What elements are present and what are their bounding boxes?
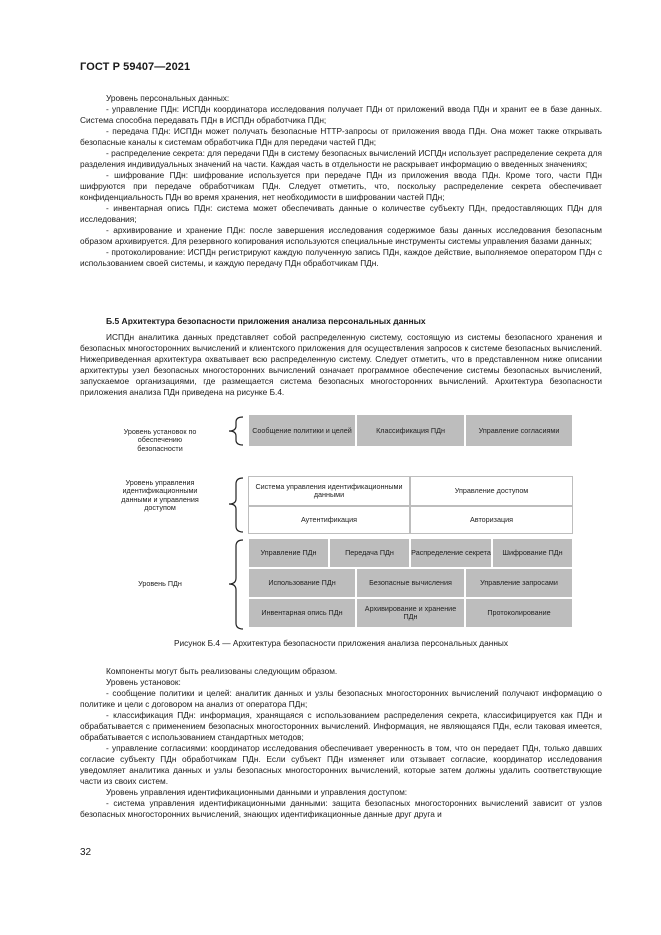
component-logging: Протоколирование <box>465 598 573 628</box>
component-pd-transfer: Передача ПДн <box>329 538 410 568</box>
paragraph: - передача ПДн: ИСПДн может получать безопасные HTTP-запросы от приложения ввода ПДн. Она может также открывать безопасные каналы к системам обработчика ПДн для передачи частей ПДн; <box>80 126 602 147</box>
paragraph: - управление ПДн: ИСПДн координатора исследования получает ПДн от приложений ввода ПДн и хранит ее в базе данных. Система способна передавать ПДн в ИСПДн обработчика ПДн; <box>80 104 602 125</box>
paragraph: Уровень установок: <box>106 677 181 687</box>
paragraph: - управление согласиями: координатор исследования обеспечивает уверенность в том, что он передает ПДн, только давших согласие субъекту ПДн обработчикам ПДн. Если субъект ПДн изменяет или отзывает согласие, координатор исследования уведомляет аналитика данных и узлы безопасных многосторонних вычислений, которые затем должны удалить соответствующие части из своих систем. <box>80 743 602 786</box>
component-query-management: Управление запросами <box>465 568 573 598</box>
paragraph: - сообщение политики и целей: аналитик данных и узлы безопасных многосторонних вычислений получают информацию о политике и цели с договором на анализ от оператора ПДн; <box>80 688 602 709</box>
component-policy-message: Сообщение политики и целей <box>248 414 356 447</box>
paragraph: - шифрование ПДн: шифрование используется при передаче ПДн из приложения ввода ПДн. Кроме того, части ПДн шифруются при передаче обработчикам ПДн. Следует отметить, что, поскольку распределение секрета обеспечивает конфиденциальность ПДн во время хранения, нет необходимости в шифровании частей ПДн; <box>80 170 602 202</box>
component-identity-management: Система управления идентификационными данными <box>248 476 410 506</box>
paragraph: - архивирование и хранение ПДн: после завершения исследования содержимое базы данных исследования безопасным образом архивируется. Для резервного копирования используются специальные инструменты системы управления базами данных; <box>80 225 602 246</box>
paragraph: - распределение секрета: для передачи ПДн в систему безопасных вычислений ИСПДн использует распределение секрета для разделения индивидуальных значений на части. Каждая часть в отдельности не раскрывает информацию о введенных значениях; <box>80 148 602 169</box>
page-number: 32 <box>80 847 92 858</box>
component-authentication: Аутентификация <box>248 506 410 534</box>
paragraph: Уровень персональных данных: <box>106 93 230 103</box>
component-consent-management: Управление согласиями <box>465 414 573 447</box>
paragraph: - система управления идентификационными данными: защита безопасных многосторонних вычислений зависит от узлов безопасных многосторонних вычислений, знающих идентификационные данные друг друга и <box>80 798 602 819</box>
component-pd-inventory: Инвентарная опись ПДн <box>248 598 356 628</box>
paragraph: - классификация ПДн: информация, хранящаяся с использованием распределения секрета, классифицируется как ПДн и обрабатывается с применением безопасных многосторонних вычислений. Информация, не являющаяся ПДн, если таковая имеется, обрабатывается с использованием стандартных методов; <box>80 710 602 742</box>
paragraph: ИСПДн аналитика данных представляет собой распределенную систему, состоящую из системы безопасного хранения и безопасных многосторонних вычислений и клиентского приложения для осуществления запросов к системе безопасных вычислений. Нижеприведенная архитектура охватывает всю распределенную систему. Следует отметить, что в представленном ниже описании архитектуры узел безопасных многосторонних вычислений означает программное обеспечение системы безопасных вычислений, запускаемое организациями, где размещается система безопасных многосторонних вычислений. Архитектура безопасности приложения анализа ПДн приведена на рисунке Б.4. <box>80 332 602 397</box>
component-pd-management: Управление ПДн <box>248 538 329 568</box>
component-secret-sharing: Распределение секрета <box>410 538 492 568</box>
component-pd-encryption: Шифрование ПДн <box>492 538 573 568</box>
text-block-components <box>80 666 602 820</box>
component-secure-computation: Безопасные вычисления <box>356 568 465 598</box>
level-label-idm: Уровень управления идентификационными данными и управления доступом <box>121 478 199 513</box>
figure-caption: Рисунок Б.4 — Архитектура безопасности приложения анализа персональных данных <box>173 638 509 648</box>
component-access-control: Управление доступом <box>410 476 573 506</box>
section-heading: Б.5 Архитектура безопасности приложения анализа персональных данных <box>106 316 426 326</box>
component-authorization: Авторизация <box>410 506 573 534</box>
document-header: ГОСТ Р 59407—2021 <box>80 61 191 73</box>
paragraph: - инвентарная опись ПДн: система может обеспечивать данные о количестве субъекту ПДн, предоставляющих ПДн для исследования; <box>80 203 602 224</box>
paragraph: Компоненты могут быть реализованы следующим образом. <box>106 666 338 676</box>
component-pd-archiving: Архивирование и хранение ПДн <box>356 598 465 628</box>
component-pd-usage: Использование ПДн <box>248 568 356 598</box>
level-label-pd: Уровень ПДн <box>138 579 182 588</box>
level-label-setup: Уровень установок по обеспечению безопасности <box>123 427 197 453</box>
component-pd-classification: Классификация ПДн <box>356 414 465 447</box>
paragraph: Уровень управления идентификационными данными и управления доступом: <box>106 787 408 797</box>
paragraph: - протоколирование: ИСПДн регистрируют каждую полученную запись ПДн, каждое действие, выполняемое оператором ПДн с использованием своей системы, и каждую передачу ПДн обработчикам ПДн. <box>80 247 602 268</box>
